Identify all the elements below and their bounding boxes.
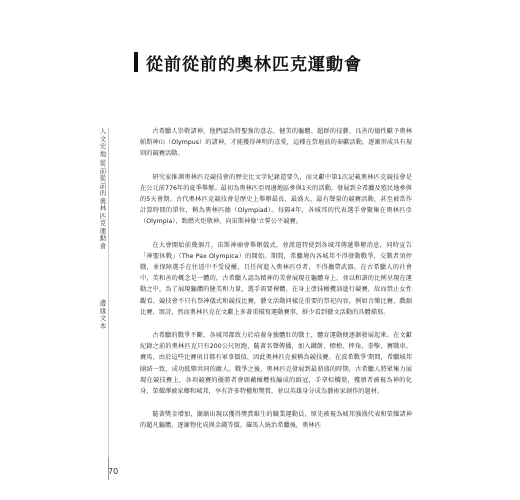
margin-section-label: 人文史地 <box>99 127 107 158</box>
paragraph: 古希臘的戰爭不斷，各城邦都致力於培養身強體壯的戰士，體育運動便逐漸發展起來。在文獻紀錄之前的奧林匹克只有200公尺短跑，隨著名聲傳播，加入鐵餅、標槍、摔角、拳擊、賽戰車、賽馬，由於這些比賽項目都有軍事價值，因此奧林匹克被稱為競技賽。在波希戰爭'期間，希臘城邦團結一致，成功抵禦共同的敵人。戰爭之後，奧林匹克發展到最鼎盛的時期，古希臘人將眾集力展現在競技賽上，各項競賽的優勝者會頭戴橄欖枝編成的頭冠，手拿棕櫚葉，獲頒者被視為神的化身，榮耀澤被家鄉和城邦，享有許多特權和獎賞，並以英雄身分成為藝術家創作的題材。 <box>140 332 412 396</box>
paragraph: 古希臘人崇敬諸神，他們認為將聖強的意志、健美的軀體、超群的技藝、良善的德性獻予奧林帕斯神山（Olympus）的諸神，才能獲得神明的喜愛，這種在祭壇前的奉獻活動，逐漸形成具有規則的競賽活動。 <box>140 128 412 158</box>
paragraph: 研究家推測奧林匹克競技會的歷史比文字紀錄還要久，而文獻中第1次記載奧林匹克競技會是在公元前776年的夏季舉辦。最初為奧林匹亞周邊地區參與1天的活動，發展到全希臘及殖民地參與的5天會期。古代奧林匹克競技會是歷史上舉辦最長、最盛大、最有聲量的競賽活動，甚至被當作計算時間的單位，稱為奧林匹德（Olympiad）。每隔4年，各城邦的代表選手會聚集在奧林匹亞（Olympia），點燃火炬敬神，向宙斯神像'立誓公平競賽。 <box>140 173 412 226</box>
page-number: 70 <box>108 467 119 476</box>
article-body <box>140 126 412 444</box>
page-title: 從前從前的奧林匹克運動會 <box>146 55 362 75</box>
margin-chapter-label: 從前從前的奧林匹克運動會 <box>99 159 107 250</box>
margin-topic-label: 邊緣文本 <box>99 299 107 330</box>
paragraph: 在大會開始前幾個月，宙斯神廟會舉辦儀式，並派遣特使到各城邦傳遞舉辦消息，同時宣告「神聖休戰」（The Pax Olympica）的開始。期間，希臘境內各城邦不得發動戰爭，交戰者須停戰，並保障選手在往返中不受侵擾，且任何進入奧林匹亞者，不得攜帶武器。在古希臘人的社會中，美和善的概念是一體的，古希臘人認為精神的美會展現在軀體身上，並以和諧的比例呈現在運動之中，為了展現軀體的健美和力量，選手需要裸體、在身上塗抹橄欖油進行競賽，故而禁止女性觀看。競技會不只有祭神儀式和競技比賽，藝文活動同樣是重要的祭祀內容，例如音樂比賽、戲劇比賽、頌詩，然而奧林匹克在文獻上多著重描寫運動賽事，鮮少看到藝文活動的具體描寫。 <box>140 241 412 316</box>
margin-rule <box>108 128 109 458</box>
title-accent-bar <box>134 52 138 72</box>
paragraph: 隨著獎金增加，漸漸出現以獲得獎賞維生的職業運動員，原先被視為城邦強盛代表和榮耀諸神的超凡軀體，逐漸物化成與金錢等價。羅馬人統治希臘後，奧林匹 <box>140 411 412 430</box>
